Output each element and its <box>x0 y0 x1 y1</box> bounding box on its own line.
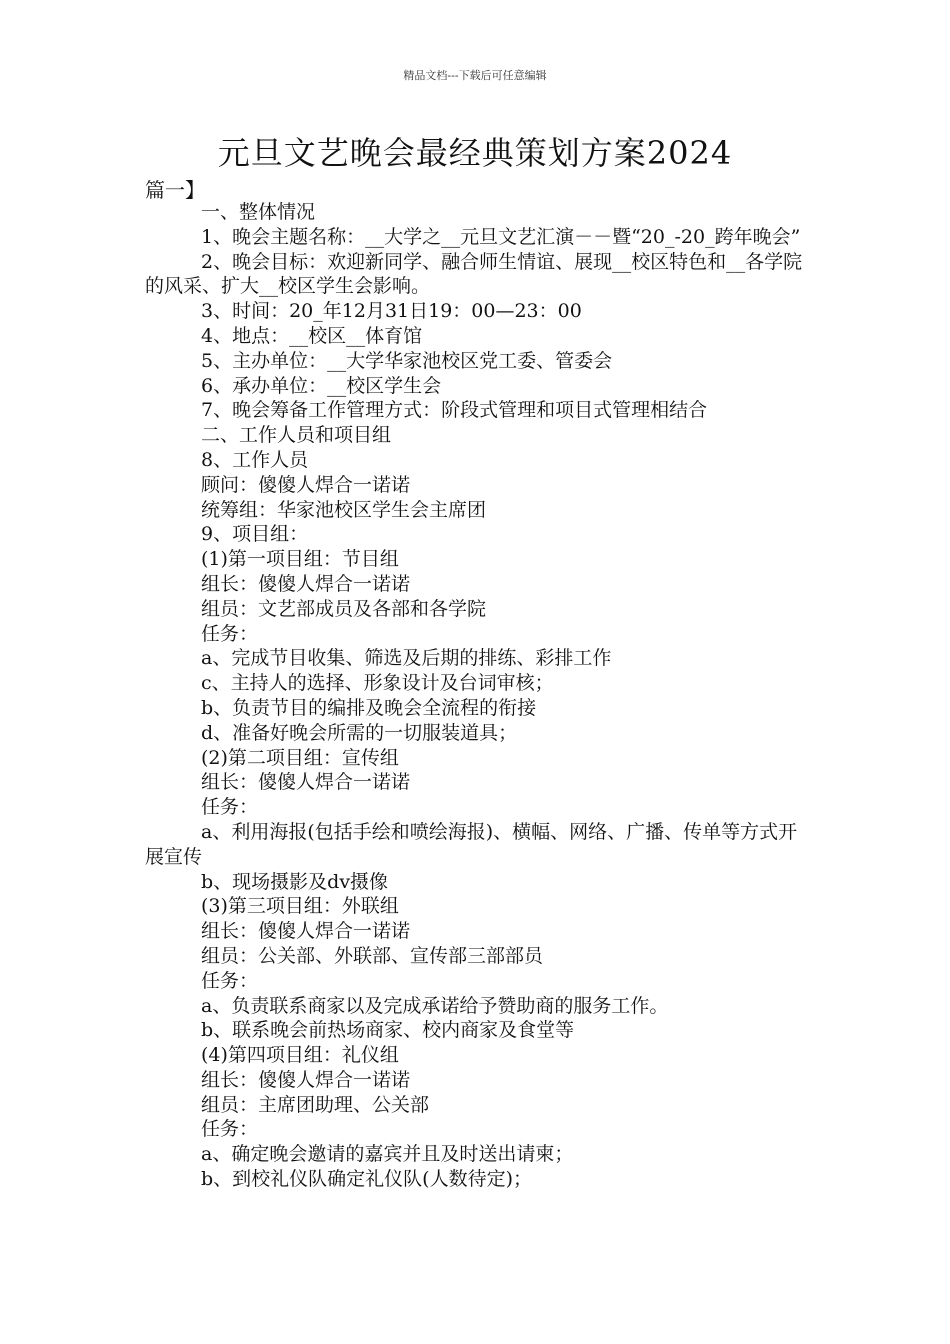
paragraph: (4)第四项目组：礼仪组 <box>201 1044 399 1067</box>
paragraph: 任务： <box>201 622 259 645</box>
paragraph: 组长：傻傻人焊合一诺诺 <box>201 920 411 943</box>
paragraph: 任务： <box>201 796 259 819</box>
paragraph: 组长：傻傻人焊合一诺诺 <box>201 771 411 794</box>
paragraph: b、到校礼仪队确定礼仪队(人数待定)； <box>201 1168 532 1191</box>
paragraph: (3)第三项目组：外联组 <box>201 895 399 918</box>
paragraph: a、完成节目收集、筛选及后期的排练、彩排工作 <box>201 647 612 670</box>
paragraph: (1)第一项目组：节目组 <box>201 548 399 571</box>
paragraph: 8、工作人员 <box>201 448 309 471</box>
paragraph: 组长：傻傻人焊合一诺诺 <box>201 572 411 595</box>
paragraph: 任务： <box>201 1118 259 1141</box>
page-header: 精品文档---下载后可任意编辑 <box>403 69 547 82</box>
document-title: 元旦文艺晚会最经典策划方案2024 <box>217 134 733 172</box>
paragraph: 1、晚会主题名称：__大学之__元旦文艺汇演－－暨“20_-20_跨年晚会” <box>201 225 801 248</box>
paragraph: 组员：主席团助理、公关部 <box>201 1093 430 1116</box>
paragraph: a、负责联系商家以及完成承诺给予赞助商的服务工作。 <box>201 994 669 1017</box>
paragraph: 组员：公关部、外联部、宣传部三部部员 <box>201 944 544 967</box>
paragraph: c、主持人的选择、形象设计及台词审核； <box>201 672 554 695</box>
paragraph: 9、项目组： <box>201 523 309 546</box>
paragraph: a、确定晚会邀请的嘉宾并且及时送出请柬； <box>201 1143 574 1166</box>
paragraph: b、联系晚会前热场商家、校内商家及食堂等 <box>201 1019 575 1042</box>
paragraph: 二、工作人员和项目组 <box>201 424 392 447</box>
paragraph: 3、时间：20_年12月31日19：00—23：00 <box>201 300 582 323</box>
section-label: 篇一】 <box>145 178 205 202</box>
paragraph: 任务： <box>201 969 259 992</box>
paragraph: d、准备好晚会所需的一切服装道具； <box>201 721 518 744</box>
paragraph: 顾问：傻傻人焊合一诺诺 <box>201 473 411 496</box>
paragraph: 2、晚会目标：欢迎新同学、融合师生情谊、展现__校区特色和__各学院的风采、扩大__校区学生会影响。 <box>145 250 803 298</box>
document-body <box>145 200 810 1192</box>
paragraph: 7、晚会筹备工作管理方式：阶段式管理和项目式管理相结合 <box>201 399 708 422</box>
paragraph: a、利用海报(包括手绘和喷绘海报)、横幅、网络、广播、传单等方式开展宣传 <box>145 820 798 868</box>
paragraph: 6、承办单位：__校区学生会 <box>201 374 442 397</box>
paragraph: 5、主办单位：__大学华家池校区党工委、管委会 <box>201 349 613 372</box>
paragraph: (2)第二项目组：宣传组 <box>201 746 399 769</box>
paragraph: b、负责节目的编排及晚会全流程的衔接 <box>201 696 537 719</box>
paragraph: 一、整体情况 <box>201 201 316 223</box>
paragraph: 4、地点：__校区__体育馆 <box>201 324 423 347</box>
paragraph: 组长：傻傻人焊合一诺诺 <box>201 1068 411 1091</box>
paragraph: 统筹组：华家池校区学生会主席团 <box>201 498 487 521</box>
paragraph: 组员：文艺部成员及各部和各学院 <box>201 597 487 620</box>
paragraph: b、现场摄影及dv摄像 <box>201 870 389 893</box>
